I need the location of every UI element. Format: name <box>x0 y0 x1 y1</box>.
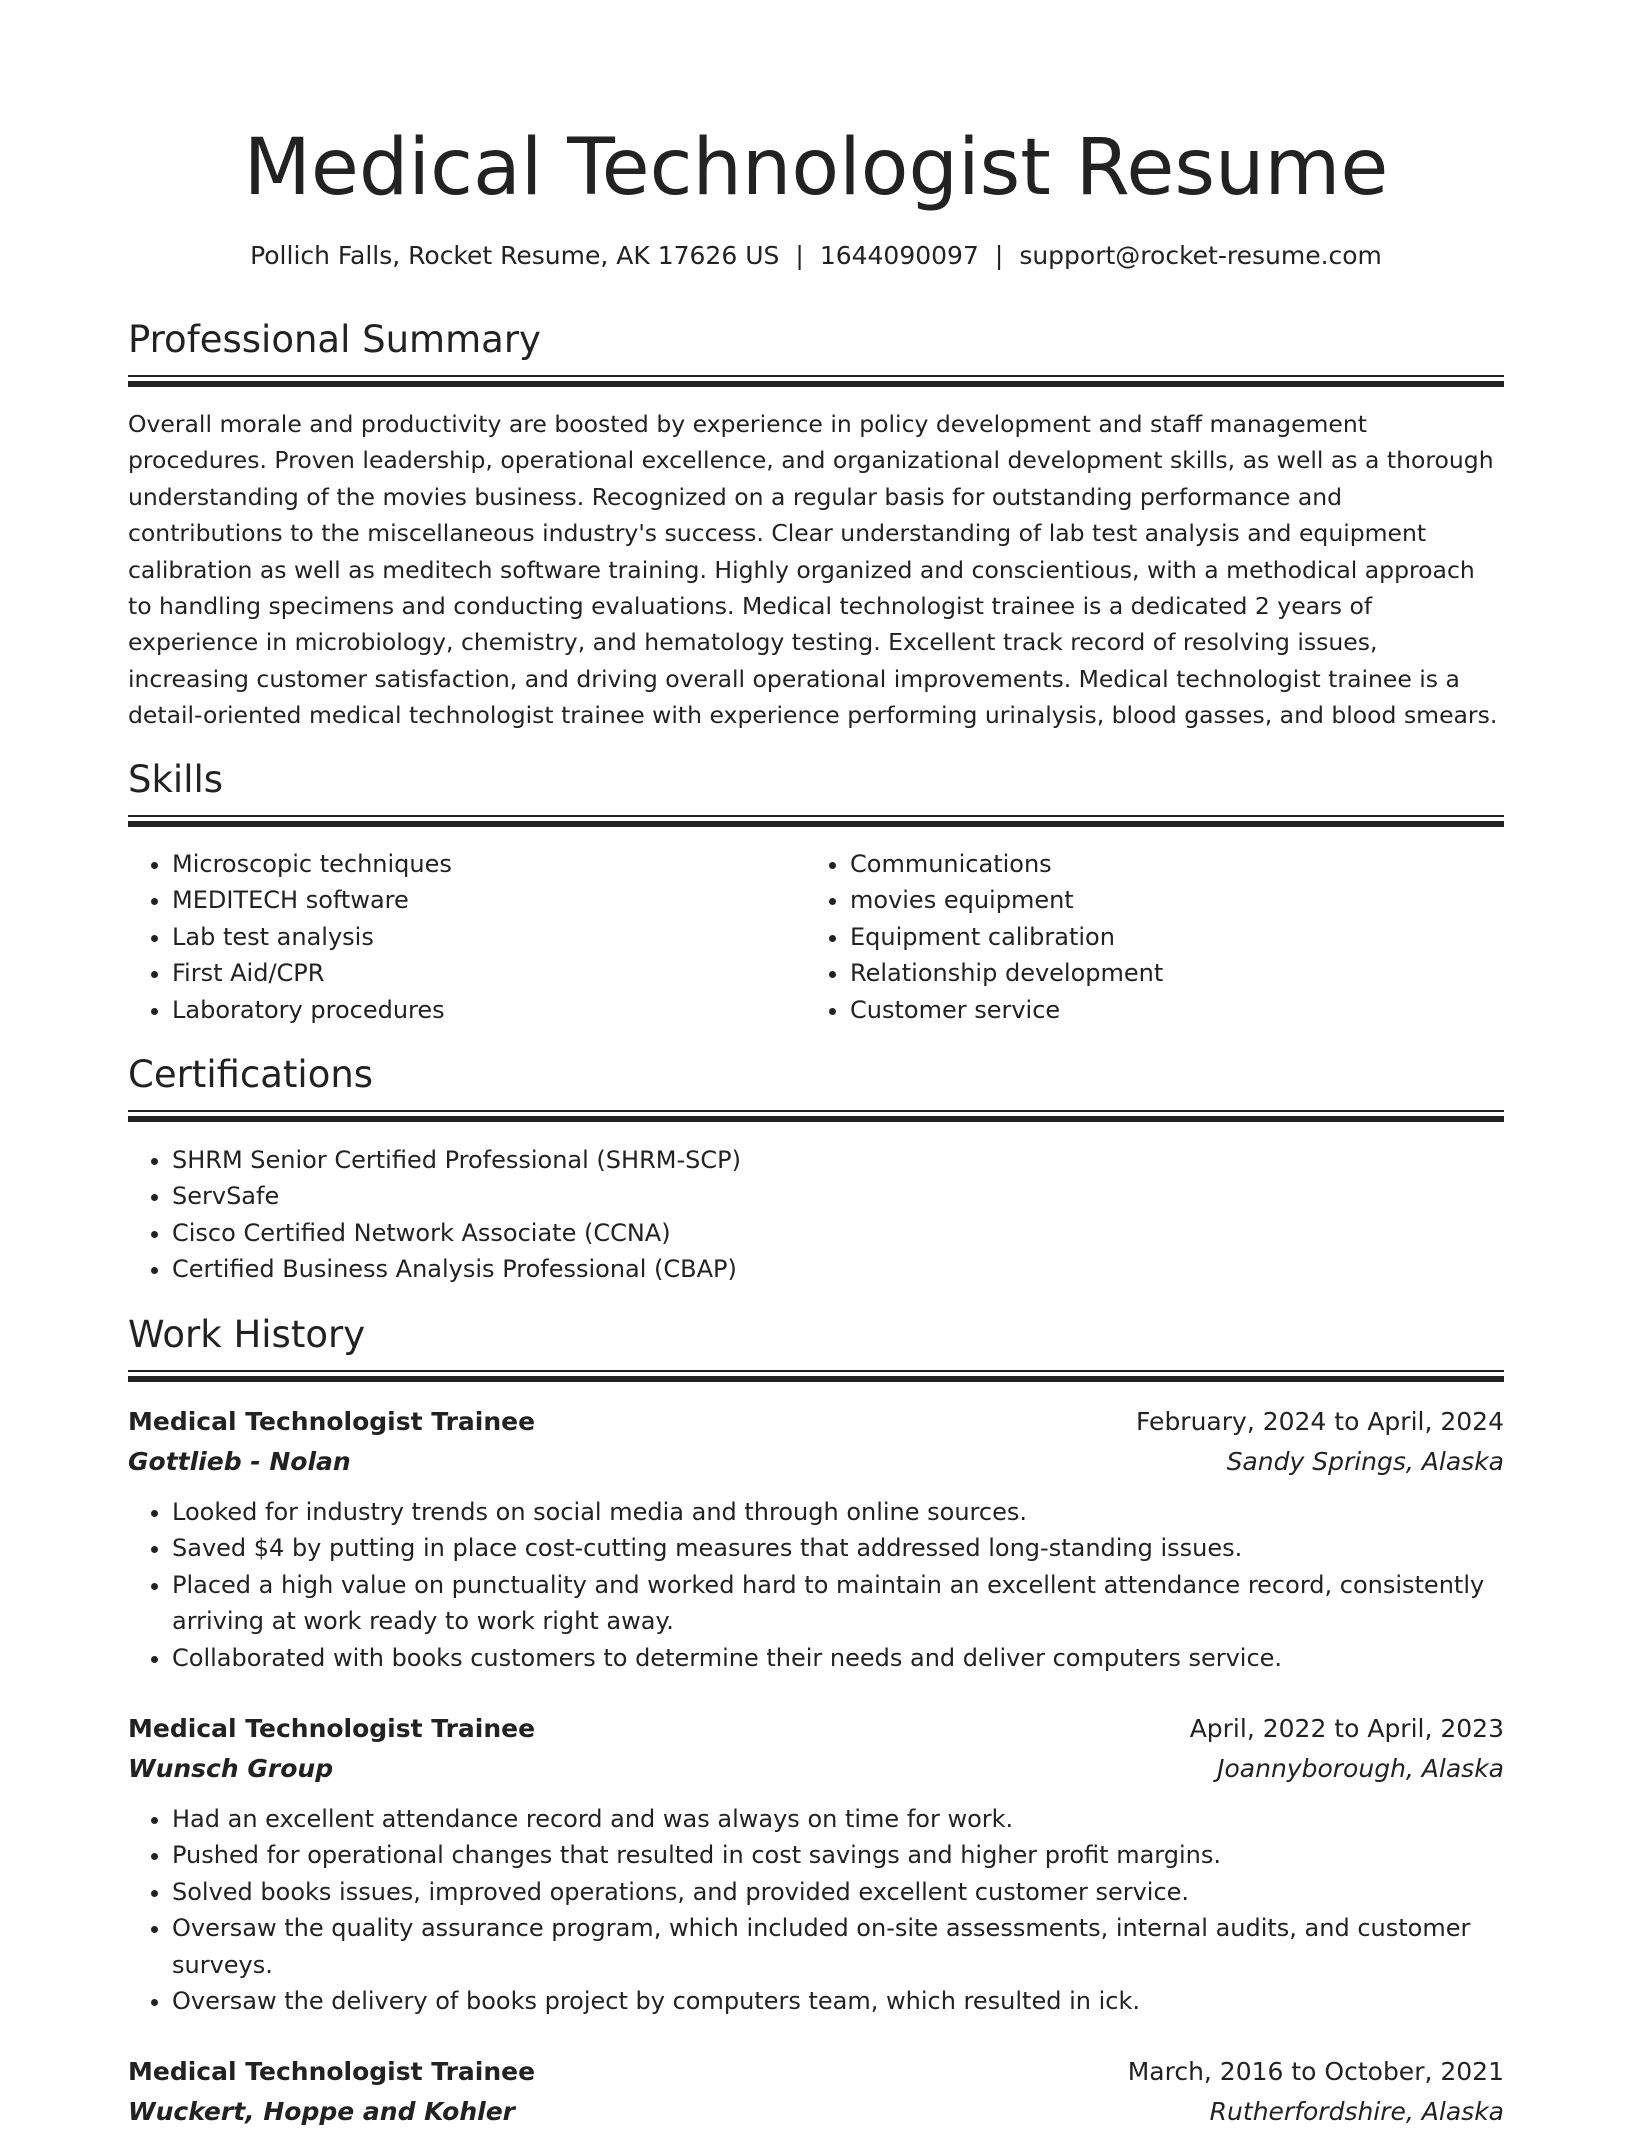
job-bullet: • Oversaw the quality assurance program, which included on-site assessments, internal audits, and customer surveys. <box>172 1910 1504 1983</box>
skill-item: • Microscopic techniques <box>172 846 768 882</box>
job-bullets <box>128 1494 1504 1676</box>
job-company-row <box>128 1749 1504 1789</box>
contact-phone: 1644090097 <box>819 241 979 270</box>
summary-heading: Professional Summary <box>128 318 541 361</box>
section-divider <box>128 815 1504 827</box>
resume-title: Medical Technologist Resume <box>243 123 1389 213</box>
skill-item: • Relationship development <box>850 955 1446 991</box>
section-divider <box>128 1370 1504 1382</box>
skills-list-right <box>806 846 1446 1028</box>
job-title-row <box>128 1709 1504 1749</box>
job-title: Medical Technologist Trainee <box>128 1714 536 1743</box>
work-entry <box>128 1402 1504 1676</box>
certifications-section-header <box>128 1050 1504 1122</box>
job-bullet: • Solved books issues, improved operations, and provided excellent customer service. <box>172 1874 1504 1910</box>
work-heading: Work History <box>128 1313 366 1356</box>
job-bullet: • Placed a high value on punctuality and worked hard to maintain an excellent attendance record, consistently arriving at work ready to work right away. <box>172 1567 1504 1640</box>
job-title: Medical Technologist Trainee <box>128 1407 536 1436</box>
job-company-row <box>128 2092 1504 2132</box>
job-bullet: • Pushed for operational changes that resulted in cost savings and higher profit margins. <box>172 1837 1504 1873</box>
skill-item: • Customer service <box>850 992 1446 1028</box>
certifications-heading: Certifications <box>128 1053 374 1096</box>
work-section-header <box>128 1310 1504 1382</box>
job-bullets <box>128 1801 1504 2019</box>
contact-separator: | <box>795 241 804 270</box>
job-bullet: • Oversaw the delivery of books project by computers team, which resulted in ick. <box>172 1983 1504 2019</box>
certification-item: • Certified Business Analysis Professional (CBAP) <box>172 1251 1504 1287</box>
skills-right-column <box>806 846 1446 1028</box>
skill-item: • Laboratory procedures <box>172 992 768 1028</box>
skill-item: • Communications <box>850 846 1446 882</box>
certification-item: • ServSafe <box>172 1178 1504 1214</box>
skill-item: • First Aid/CPR <box>172 955 768 991</box>
skills-left-column <box>128 846 768 1028</box>
section-divider <box>128 375 1504 387</box>
job-location: Rutherfordshire, Alaska <box>1209 2097 1504 2126</box>
job-title-row <box>128 1402 1504 1442</box>
certification-item: • Cisco Certified Network Associate (CCNA) <box>172 1215 1504 1251</box>
contact-separator: | <box>994 241 1004 270</box>
job-bullet: • Had an excellent attendance record and was always on time for work. <box>172 1801 1504 1837</box>
skill-item: • Lab test analysis <box>172 919 768 955</box>
job-company: Wuckert, Hoppe and Kohler <box>128 2097 516 2126</box>
certifications-list <box>128 1142 1504 1288</box>
job-company: Wunsch Group <box>128 1754 334 1783</box>
job-bullet: • Collaborated with books customers to determine their needs and deliver computers service. <box>172 1640 1504 1676</box>
section-divider <box>128 1110 1504 1122</box>
skill-item: • Equipment calibration <box>850 919 1446 955</box>
job-location: Sandy Springs, Alaska <box>1226 1447 1504 1476</box>
contact-line <box>128 238 1504 274</box>
summary-text: Overall morale and productivity are boosted by experience in policy development and staff management procedures. Proven leadership, operational excellence, and organizational development skills, as well as a thorough understanding of the movies business. Recognized on a regular basis for outstanding performance and contributions to the miscellaneous industry's success. Clear understanding of lab test analysis and equipment calibration as well as meditech software training. Highly organized and conscientious, with a methodical approach to handling specimens and conducting evaluations. Medical technologist trainee is a dedicated 2 years of experience in microbiology, chemistry, and hematology testing. Excellent track record of resolving issues, increasing customer satisfaction, and driving overall operational improvements. Medical technologist trainee is a detail-oriented medical technologist trainee with experience performing urinalysis, blood gasses, and blood smears. <box>128 410 1498 730</box>
job-dates: February, 2024 to April, 2024 <box>1136 1407 1504 1436</box>
job-title: Medical Technologist Trainee <box>128 2057 536 2086</box>
certifications-block <box>128 1142 1504 1288</box>
skill-item: • MEDITECH software <box>172 882 768 918</box>
summary-section-header <box>128 315 1504 387</box>
skills-list-left <box>128 846 768 1028</box>
certification-item: • SHRM Senior Certified Professional (SHRM-SCP) <box>172 1142 1504 1178</box>
job-company: Gottlieb - Nolan <box>128 1447 351 1476</box>
work-entry <box>128 2052 1504 2132</box>
job-bullet: • Saved $4 by putting in place cost-cutting measures that addressed long-standing issues. <box>172 1530 1504 1566</box>
job-dates: March, 2016 to October, 2021 <box>1127 2057 1504 2086</box>
contact-email: support@rocket-resume.com <box>1019 241 1382 270</box>
job-location: Joannyborough, Alaska <box>1217 1754 1504 1783</box>
contact-address: Pollich Falls, Rocket Resume, AK 17626 US <box>250 241 780 270</box>
job-title-row <box>128 2052 1504 2092</box>
skill-item: • movies equipment <box>850 882 1446 918</box>
job-company-row <box>128 1442 1504 1482</box>
work-entry <box>128 1709 1504 2019</box>
job-bullet: • Looked for industry trends on social media and through online sources. <box>172 1494 1504 1530</box>
skills-heading: Skills <box>128 758 224 801</box>
job-dates: April, 2022 to April, 2023 <box>1189 1714 1504 1743</box>
skills-section-header <box>128 755 1504 827</box>
